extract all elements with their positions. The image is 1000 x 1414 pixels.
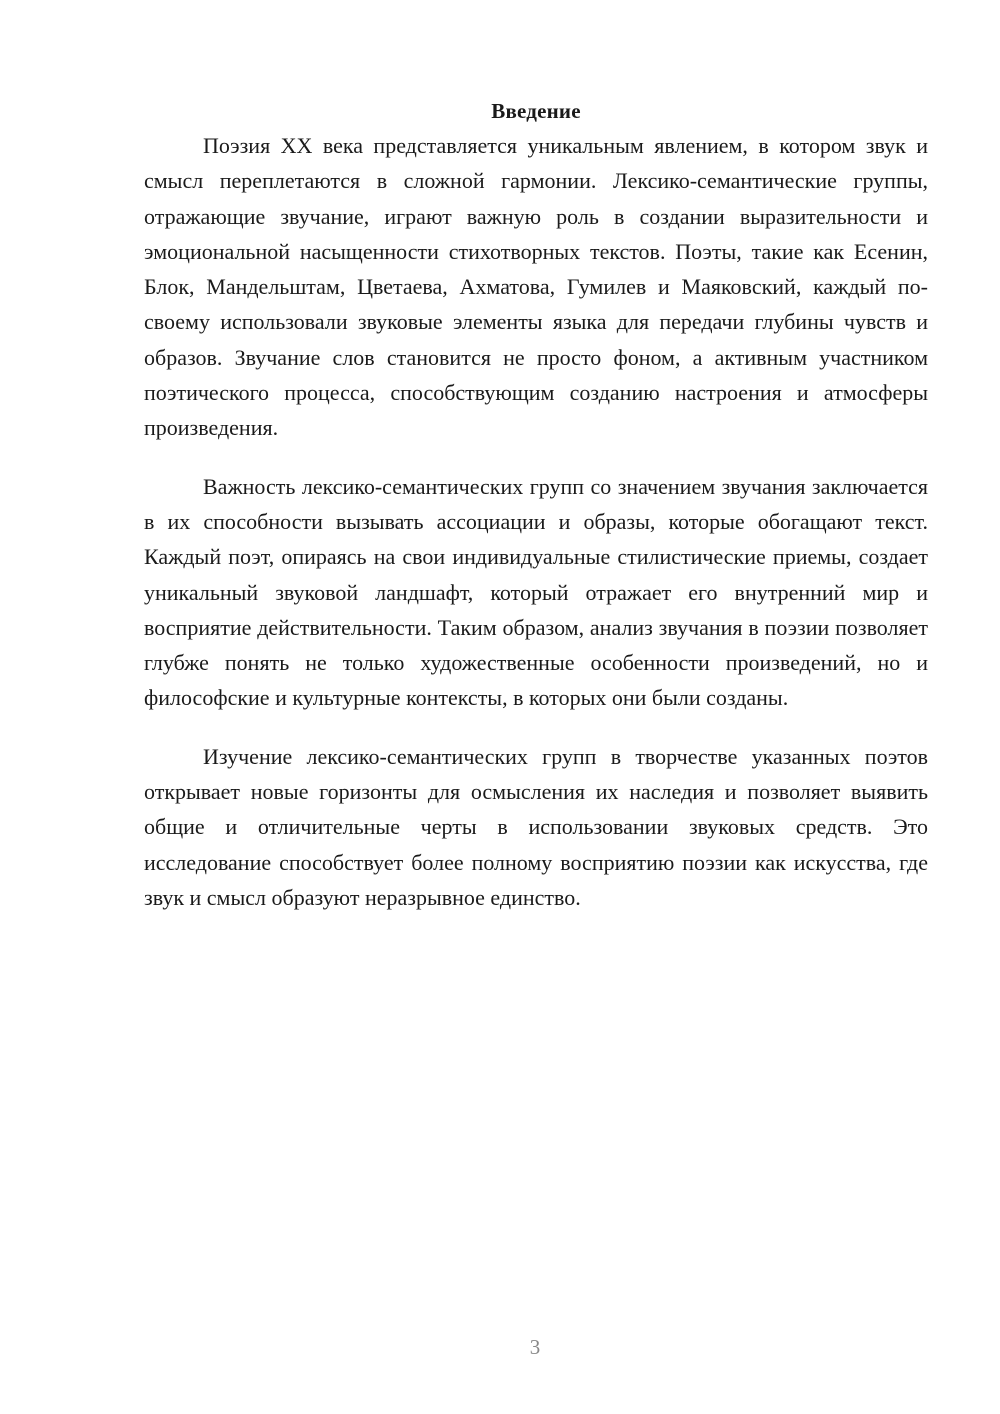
page-body: [144, 96, 928, 938]
section-title: Введение: [491, 99, 581, 123]
paragraph-1: Поэзия XX века представляется уникальным явлением, в котором звук и смысл переплетаются в сложной гармонии. Лексико-семантические группы, отражающие звучание, играют важную роль в создании выразительности и эмоциональной насыщенности стихотворных текстов. Поэты, такие как Есенин, Блок, Мандельштам, Цветаева, Ахматова, Гумилев и Маяковский, каждый по-своему использовали звуковые элементы языка для передачи глубины чувств и образов. Звучание слов становится не просто фоном, а активным участником поэтического процесса, способствующим созданию настроения и атмосферы произведения.: [144, 133, 928, 441]
page-number: 3: [529, 1335, 541, 1359]
paragraph-3: Изучение лексико-семантических групп в творчестве указанных поэтов открывает новые горизонты для осмысления их наследия и позволяет выявить общие и отличительные черты в использовании звуковых средств. Это исследование способствует более полному восприятию поэзии как искусства, где звук и смысл образуют неразрывное единство.: [144, 743, 928, 910]
paragraph-2: Важность лексико-семантических групп со значением звучания заключается в их способности вызывать ассоциации и образы, которые обогащают текст. Каждый поэт, опираясь на свои индивидуальные стилистические приемы, создает уникальный звуковой ландшафт, который отражает его внутренний мир и восприятие действительности. Таким образом, анализ звучания в поэзии позволяет глубже понять не только художественные особенности произведений, но и философские и культурные контексты, в которых они были созданы.: [144, 473, 928, 711]
